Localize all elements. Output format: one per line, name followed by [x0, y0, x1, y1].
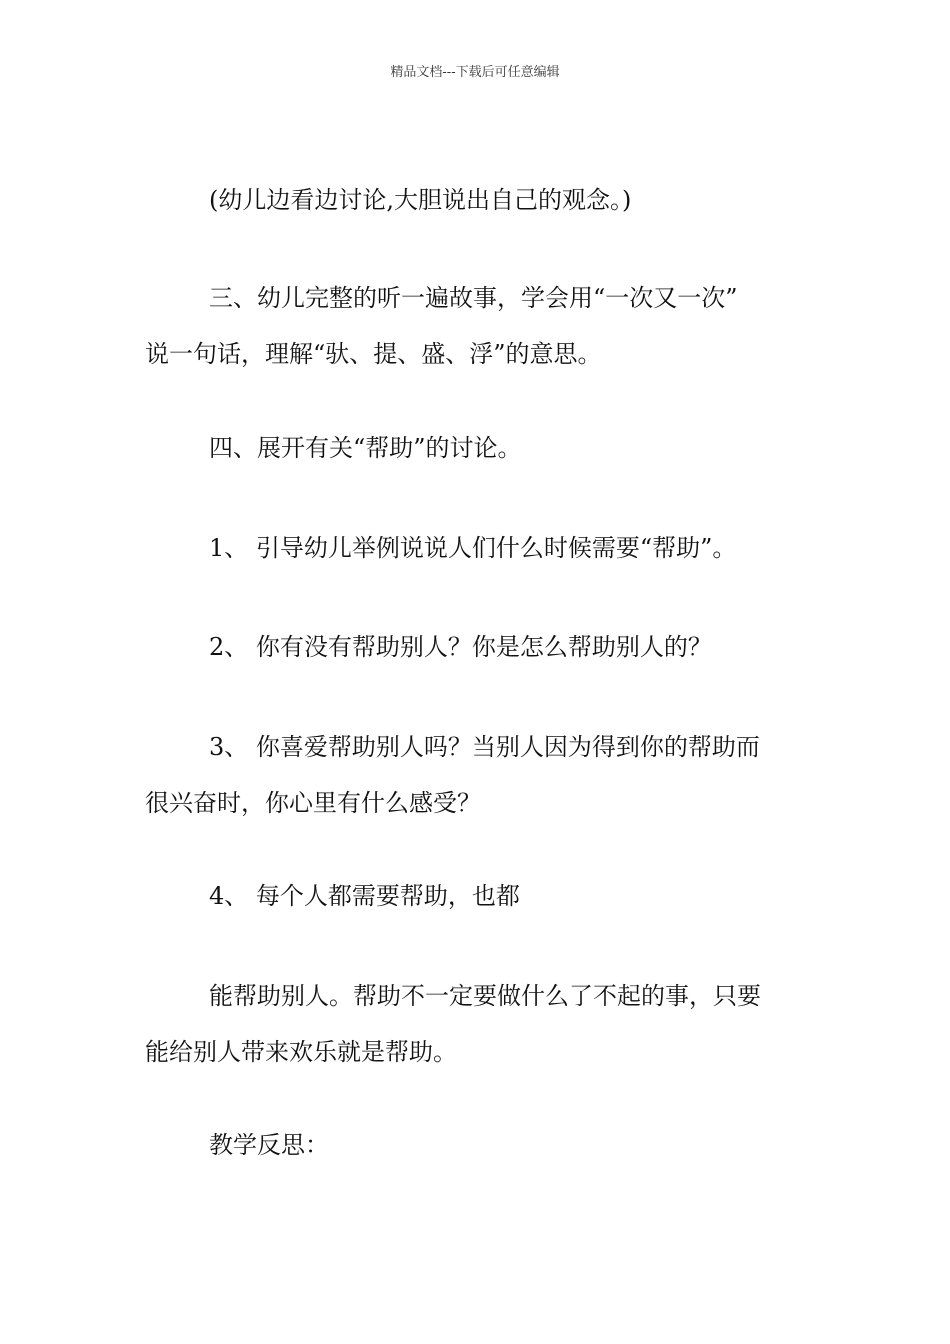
paragraph-item-two [145, 619, 815, 675]
paragraph-line: 2、 你有没有帮助别人？你是怎么帮助别人的？ [209, 633, 712, 661]
paragraph-line: 3、 你喜爱帮助别人吗？当别人因为得到你的帮助而 [209, 733, 760, 761]
paragraph-line: (幼儿边看边讨论,大胆说出自己的观念。) [209, 186, 632, 214]
paragraph-line: 能给别人带来欢乐就是帮助。 [145, 1038, 457, 1066]
paragraph-line: 很兴奋时，你心里有什么感受？ [145, 789, 481, 817]
paragraph-step-four [145, 420, 815, 476]
paragraph-step-three [145, 270, 815, 382]
paragraph-item-one [145, 520, 815, 576]
paragraph-line: 4、 每个人都需要帮助，也都 [209, 882, 520, 910]
paragraph-observation-note [145, 172, 815, 228]
paragraph-item-four [145, 868, 815, 924]
paragraph-line: 说一句话，理解“驮、提、盛、浮”的意思。 [145, 340, 602, 368]
paragraph-line: 能帮助别人。帮助不一定要做什么了不起的事，只要 [209, 982, 761, 1010]
page-header: 精品文档---下载后可任意编辑 [390, 65, 560, 80]
paragraph-item-three [145, 719, 815, 831]
paragraph-line: 1、 引导幼儿举例说说人们什么时候需要“帮助”。 [209, 534, 737, 562]
paragraph-help-conclusion [145, 968, 815, 1080]
paragraph-line: 教学反思： [209, 1131, 329, 1159]
paragraph-line: 四、展开有关“帮助”的讨论。 [209, 434, 522, 462]
paragraph-line: 三、幼儿完整的听一遍故事，学会用“一次又一次” [209, 284, 738, 312]
paragraph-teaching-reflection [145, 1117, 815, 1173]
